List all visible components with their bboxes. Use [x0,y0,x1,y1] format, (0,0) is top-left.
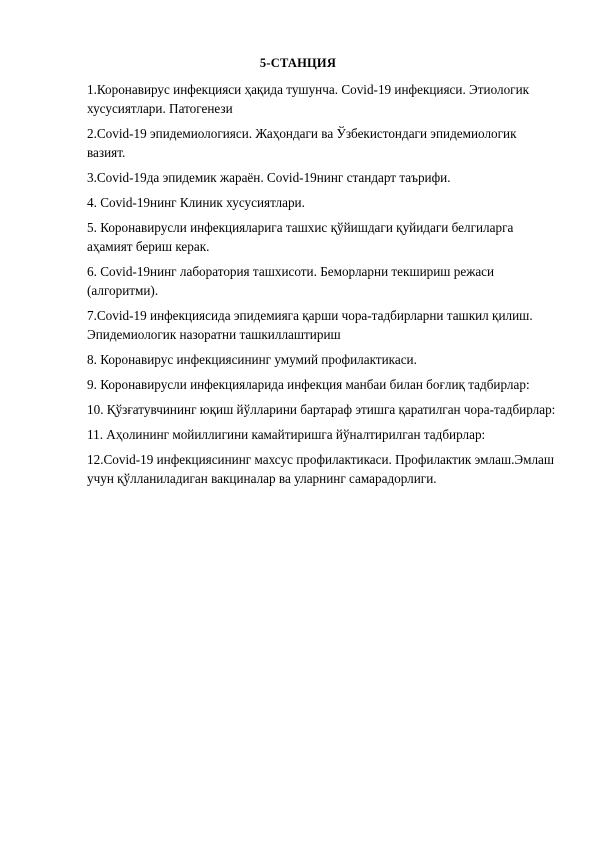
list-item: 3.Covid-19да эпидемик жараён. Covid-19нинг стандарт таърифи. [87,170,451,185]
list-item: 9. Коронавирусли инфекцияларида инфекция манбаи билан боғлиқ тадбирлар: [87,377,530,392]
list-item: 10. Қўзғатувчининг юқиш йўлларини бартараф этишга қаратилган чора-тадбирлар: [87,402,556,417]
list-item: 1.Коронавирус инфекцияси ҳақида тушунча. Covid-19 инфекцияси. Этиологик хусусиятлари. Патогенези [87,82,530,116]
list-item: 7.Covid-19 инфекциясида эпидемияга қарши чора-тадбирларни ташкил қилиш. Эпидемиологик назоратни ташкиллаштириш [87,308,533,342]
list-item: 6. Covid-19нинг лаборатория ташхисоти. Беморларни текшириш режаси (алгоритми). [87,264,495,298]
list-item: 12.Covid-19 инфекциясининг махсус профилактикаси. Профилактик эмлаш.Эмлаш учун қўлланиладиган вакциналар ва уларнинг самарадорлиги. [87,452,555,486]
question-list [87,80,557,494]
list-item: 11. Аҳолининг мойиллигини камайтиришга йўналтирилган тадбирлар: [87,427,486,442]
list-item: 4. Covid-19нинг Клиник хусусиятлари. [87,195,305,210]
list-item: 2.Covid-19 эпидемиологияси. Жаҳондаги ва Ўзбекистондаги эпидемиологик вазият. [87,126,517,160]
list-item: 8. Коронавирус инфекциясининг умумий профилактикаси. [87,352,417,367]
page-title: 5-СТАНЦИЯ [259,56,337,70]
list-item: 5. Коронавирусли инфекцияларига ташхис қўйишдаги қуйидаги белгиларга аҳамият бериш керак. [87,220,514,254]
